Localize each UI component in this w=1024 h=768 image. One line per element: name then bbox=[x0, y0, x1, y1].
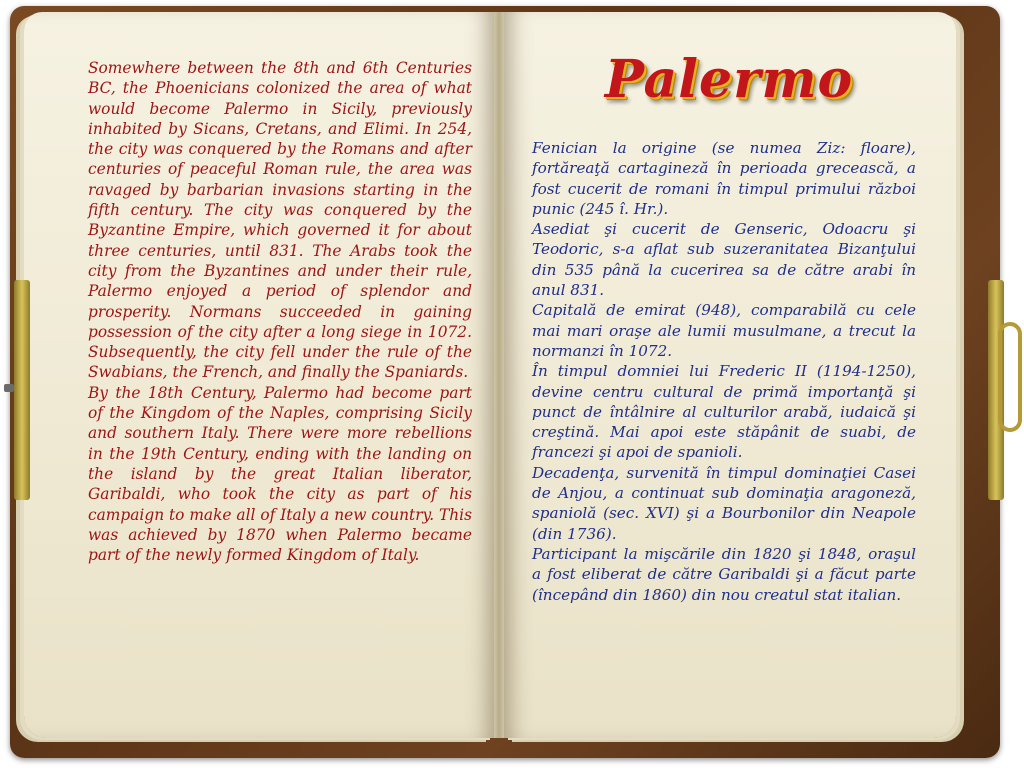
right-paragraph-1: Fenician la origine (se numea Ziz: floare), fortăreaţă cartagineză în perioada grecească, a fost cucerit de romani în timpul primului război punic (245 î. Hr.). bbox=[532, 139, 916, 218]
hinge-pin-icon bbox=[4, 384, 14, 392]
left-page-text bbox=[88, 58, 472, 565]
left-clasp bbox=[14, 280, 30, 500]
book-spine bbox=[494, 12, 504, 738]
right-page-text bbox=[532, 138, 916, 605]
right-paragraph-3: Capitală de emirat (948), comparabilă cu cele mai mari oraşe ale lumii musulmane, a trecut la normanzi în 1072. bbox=[532, 301, 916, 360]
right-paragraph-5: Decadenţa, survenită în timpul dominaţiei Casei de Anjou, a continuat sub dominaţia aragoneză, spaniolă (sec. XVI) şi a Bourbonilor din Neapole (din 1736). bbox=[532, 463, 916, 543]
right-paragraph-4: În timpul domniei lui Frederic II (1194-1250), devine centru cultural de primă importanţă şi punct de întâlnire al culturilor arabă, iudaică şi creştină. Mai apoi este stăpânit de suabi, de francezi şi apoi de spanioli. bbox=[532, 362, 916, 462]
left-paragraph-1: Somewhere between the 8th and 6th Centuries BC, the Phoenicians colonized the area of what would become Palermo in Sicily, previously inhabited by Sicans, Cretans, and Elimi. In 254, the city was conquered by the Romans and after centuries of peaceful Roman rule, the area was ravaged by barbarian invasions starting in the fifth century. The city was conquered by the Byzantine Empire, which governed it for about three centuries, until 831. The Arabs took the city from the Byzantines and under their rule, Palermo enjoyed a period of splendor and prosperity. Normans succeeded in gaining possession of the city after a long siege in 1072. Subsequently, the city fell under the rule of the Swabians, the French, and finally the Spaniards. bbox=[88, 59, 472, 382]
page-title: Palermo bbox=[604, 49, 854, 110]
right-paragraph-2: Asediat şi cucerit de Genseric, Odoacru şi Teodoric, s-a aflat sub suzeranitatea Bizanţului din 535 până la cucerirea sa de către arabi în anul 831. bbox=[532, 220, 916, 300]
left-paragraph-2: By the 18th Century, Palermo had become part of the Kingdom of the Naples, comprising Sicily and southern Italy. There were more rebellions in the 19th Century, ending with the landing on the island by the great Italian liberator, Garibaldi, who took the city as part of his campaign to make all of Italy a new country. This was achieved by 1870 when Palermo became part of the newly formed Kingdom of Italy. bbox=[88, 383, 472, 565]
clasp-ring-icon bbox=[998, 322, 1022, 432]
right-paragraph-6: Participant la mişcările din 1820 şi 1848, oraşul a fost eliberat de către Garibaldi şi a făcut parte (începând din 1860) din nou creatul stat italian. bbox=[532, 544, 916, 604]
